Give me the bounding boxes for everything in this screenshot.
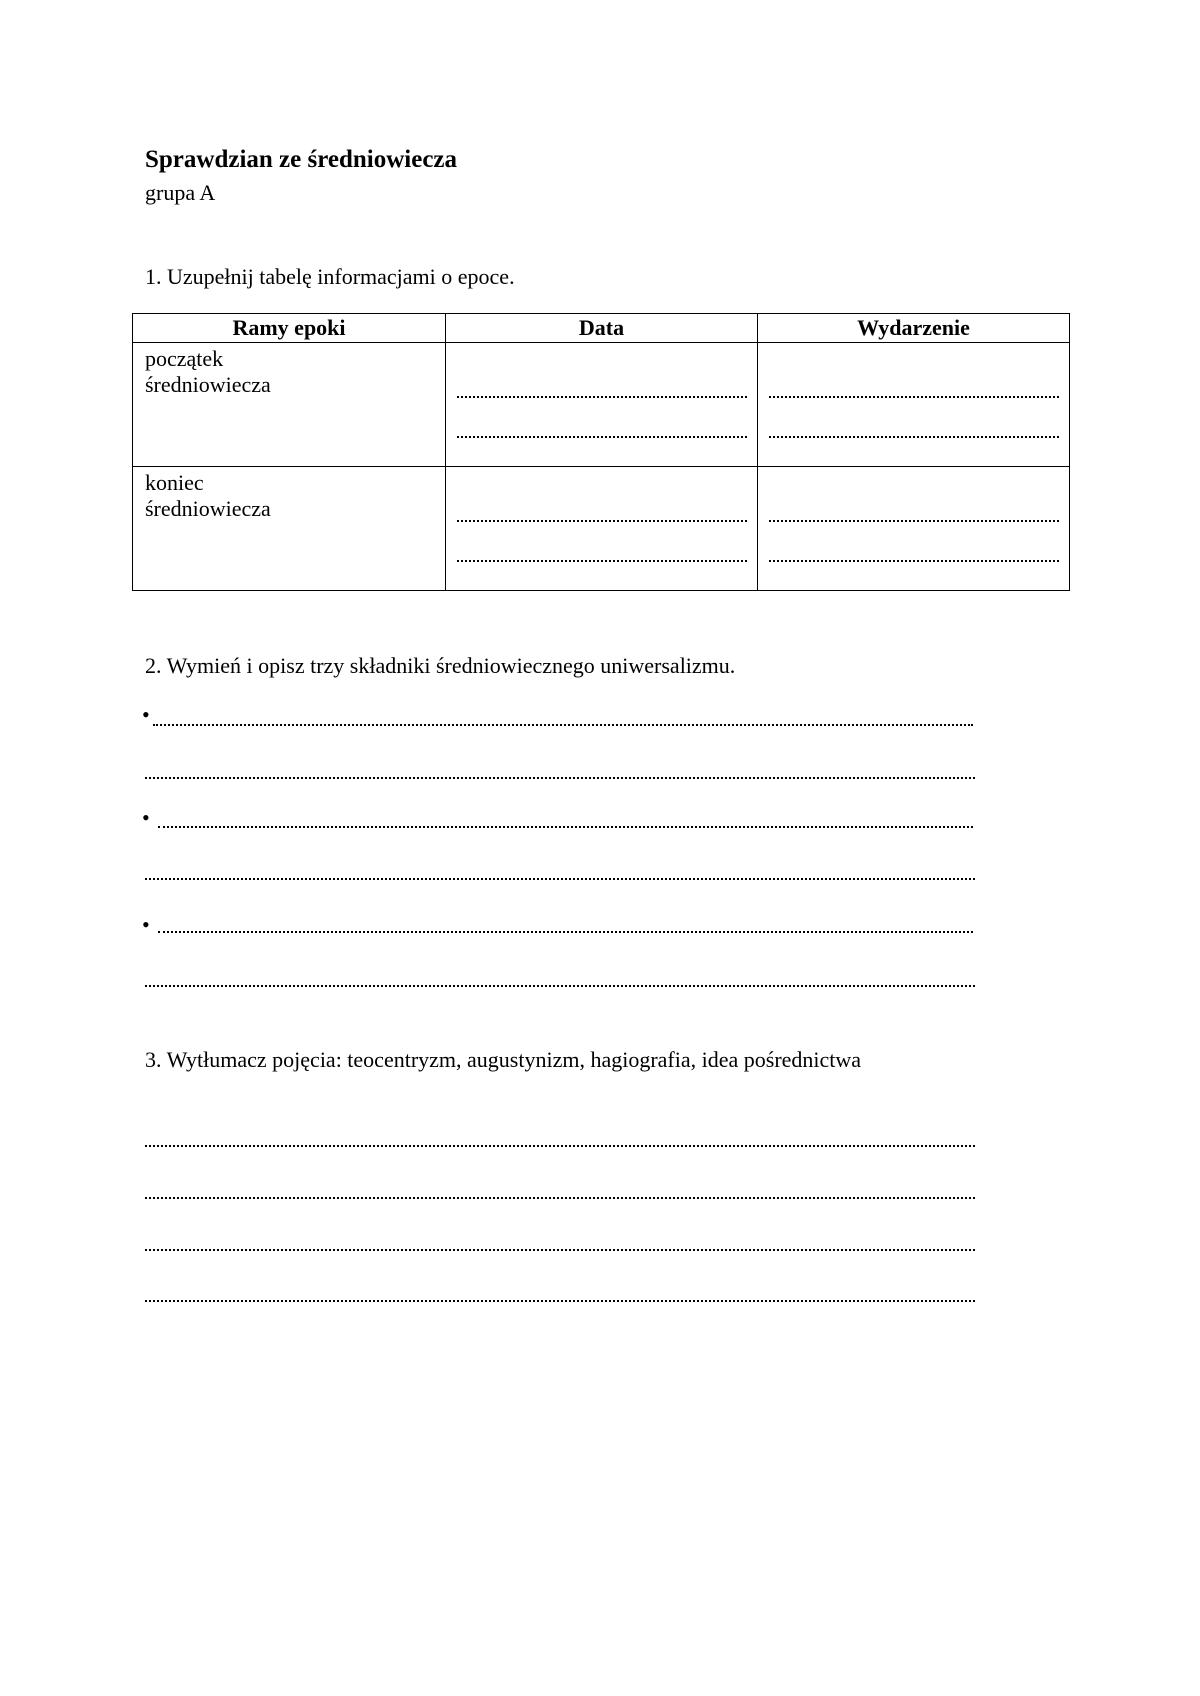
answer-dotted-line[interactable]	[158, 824, 973, 828]
row-label-cell	[133, 467, 446, 591]
table-row	[133, 467, 1070, 591]
answer-dotted-line[interactable]	[769, 518, 1059, 522]
header-wydarzenie: Wydarzenie	[758, 314, 1070, 343]
question-2: 2. Wymień i opisz trzy składniki średniowiecznego uniwersalizmu.	[145, 653, 736, 678]
answer-dotted-line[interactable]	[145, 983, 975, 987]
answer-dotted-line[interactable]	[145, 1143, 975, 1147]
row-label-line2: średniowiecza	[145, 496, 271, 521]
answer-dotted-line[interactable]	[457, 558, 747, 562]
answer-dotted-line[interactable]	[457, 434, 747, 438]
row-label-line1: początek	[145, 346, 224, 371]
question-3: 3. Wytłumacz pojęcia: teocentryzm, augustynizm, hagiografia, idea pośrednictwa	[145, 1047, 862, 1072]
answer-cell-event[interactable]	[758, 467, 1070, 591]
row-label-line2: średniowiecza	[145, 372, 271, 397]
answer-dotted-line[interactable]	[457, 394, 747, 398]
table-row	[133, 343, 1070, 467]
answer-dotted-line[interactable]	[145, 1195, 975, 1199]
answer-cell-date[interactable]	[446, 467, 758, 591]
answer-dotted-line[interactable]	[158, 929, 973, 933]
answer-dotted-line[interactable]	[145, 1298, 975, 1302]
question-1: 1. Uzupełnij tabelę informacjami o epoce.	[145, 264, 515, 289]
row-label-line1: koniec	[145, 470, 204, 495]
table-header-row	[133, 314, 1070, 343]
answer-dotted-line[interactable]	[145, 775, 975, 779]
answer-dotted-line[interactable]	[153, 722, 973, 726]
group-label: grupa A	[145, 180, 216, 205]
header-data: Data	[446, 314, 758, 343]
answer-dotted-line[interactable]	[145, 876, 975, 880]
epoch-table	[132, 313, 1070, 591]
bullet-2: •	[142, 805, 150, 830]
row-label-cell	[133, 343, 446, 467]
answer-dotted-line[interactable]	[769, 558, 1059, 562]
answer-dotted-line[interactable]	[769, 434, 1059, 438]
answer-cell-date[interactable]	[446, 343, 758, 467]
answer-cell-event[interactable]	[758, 343, 1070, 467]
bullet-1: •	[142, 702, 150, 727]
page-title: Sprawdzian ze średniowiecza	[145, 146, 458, 173]
header-ramy-epoki: Ramy epoki	[133, 314, 446, 343]
answer-dotted-line[interactable]	[145, 1247, 975, 1251]
answer-dotted-line[interactable]	[769, 394, 1059, 398]
answer-dotted-line[interactable]	[457, 518, 747, 522]
bullet-3: •	[142, 912, 150, 937]
